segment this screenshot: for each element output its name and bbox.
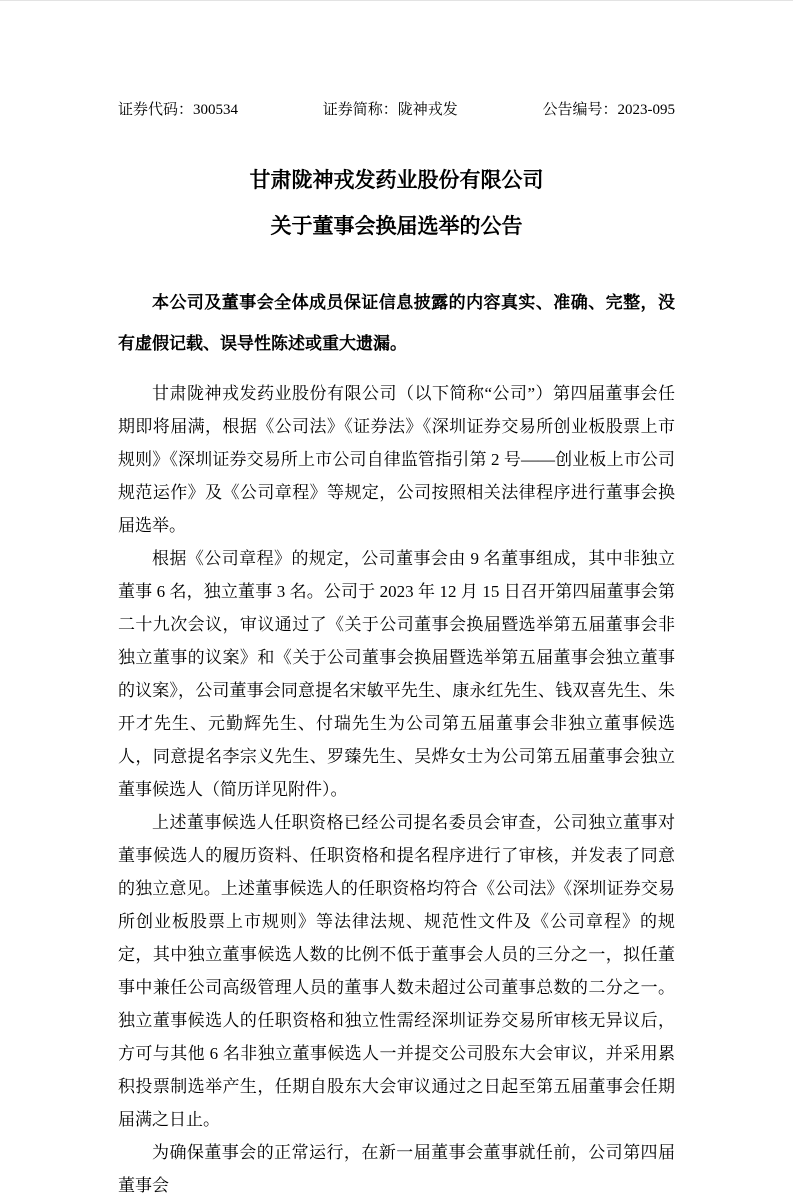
paragraph-qualification: 上述董事候选人任职资格已经公司提名委员会审查，公司独立董事对董事候选人的履历资料、任职资格和提名程序进行了审核，并发表了同意的独立意见。上述董事候选人的任职资格均符合《公司法》《深圳证券交易所创业板股票上市规则》等法律法规、规范性文件及《公司章程》的规定，其中独立董事候选人数的比例不低于董事会人员的三分之一，拟任董事中兼任公司高级管理人员的董事人数未超过公司董事总数的二分之一。独立董事候选人的任职资格和独立性需经深圳证券交易所审核无异议后，方可与其他 6 名非独立董事候选人一并提交公司股东大会审议，并采用累积投票制选举产生，任期自股东大会审议通过之日起至第五届董事会任期届满之日止。 bbox=[118, 813, 675, 1129]
announcement-number: 公告编号：2023-095 bbox=[542, 102, 675, 118]
stock-code: 证券代码：300534 bbox=[118, 102, 239, 118]
paragraph-intro: 甘肃陇神戎发药业股份有限公司（以下简称“公司”）第四届董事会任期即将届满，根据《公司法》《证券法》《深圳证券交易所创业板股票上市规则》《深圳证券交易所上市公司自律监管指引第 2 号——创业板上市公司规范运作》及《公司章程》等规定，公司按照相关法律程序进行董事会换届选举。 bbox=[118, 384, 675, 535]
disclaimer-statement: 本公司及董事会全体成员保证信息披露的内容真实、准确、完整，没有虚假记载、误导性陈述或重大遗漏。 bbox=[118, 293, 675, 353]
announcement-title: 关于董事会换届选举的公告 bbox=[270, 214, 523, 238]
document-header bbox=[118, 101, 675, 120]
document-content bbox=[118, 101, 675, 1202]
paragraph-nomination: 根据《公司章程》的规定，公司董事会由 9 名董事组成，其中非独立董事 6 名，独立董事 3 名。公司于 2023 年 12 月 15 日召开第四届董事会第二十九次会议，审议通过了《关于公司董事会换届暨选举第五届董事会非独立董事的议案》和《关于公司董事会换届暨选举第五届董事会独立董事的议案》，公司董事会同意提名宋敏平先生、康永红先生、钱双喜先生、朱开才先生、元勤辉先生、付瑞先生为公司第五届董事会非独立董事候选人，同意提名李宗义先生、罗臻先生、吴烨女士为公司第五届董事会独立董事候选人（简历详见附件）。 bbox=[118, 549, 675, 799]
stock-short-name: 证券简称：陇神戎发 bbox=[322, 102, 458, 118]
company-name-title: 甘肃陇神戎发药业股份有限公司 bbox=[249, 168, 544, 192]
paragraph-transition: 为确保董事会的正常运行，在新一届董事会董事就任前，公司第四届董事会 bbox=[118, 1143, 675, 1195]
